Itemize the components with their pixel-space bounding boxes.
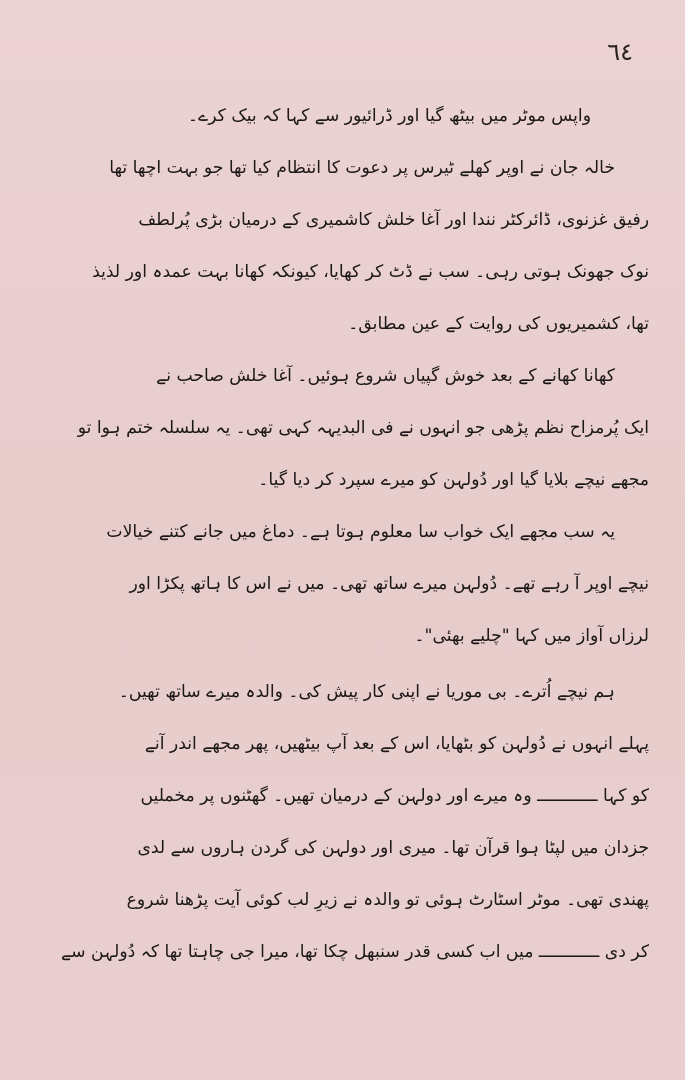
text-line: نیچے اوپر آ رہے تھے۔ دُولہن میرے ساتھ تھی۔ میں نے اس کا ہاتھ پکڑا اور [129, 574, 649, 594]
text-line: نوک جھونک ہوتی رہی۔ سب نے ڈٹ کر کھایا، کیونکہ کھانا بہت عمدہ اور لذیذ [92, 262, 649, 282]
text-line: ہم نیچے اُترے۔ بی موریا نے اپنی کار پیش کی۔ والدہ میرے ساتھ تھیں۔ [118, 682, 615, 702]
text-line: مجھے نیچے بلایا گیا اور دُولہن کو میرے سپرد کر دیا گیا۔ [258, 470, 649, 490]
text-line: ایک پُرمزاح نظم پڑھی جو انہوں نے فی البدیہہ کہی تھی۔ یہ سلسلہ ختم ہوا تو [77, 418, 649, 438]
text-line: لرزاں آواز میں کہا "چلیے بھئی"۔ [414, 626, 649, 646]
text-line: واپس موٹر میں بیٹھ گیا اور ڈرائیور سے کہا کہ بیک کرے۔ [188, 106, 591, 126]
text-line: رفیق غزنوی، ڈائرکٹر نندا اور آغا خلش کاشمیری کے درمیان بڑی پُرلطف [138, 210, 649, 230]
text-line: جزدان میں لپٹا ہوا قرآن تھا۔ میری اور دولہن کی گردن ہاروں سے لدی [137, 838, 649, 858]
page-number: ٦٤ [607, 38, 633, 66]
text-line: تھا، کشمیریوں کی روایت کے عین مطابق۔ [348, 314, 649, 334]
text-line: کھانا کھانے کے بعد خوش گپیاں شروع ہوئیں۔ آغا خلش صاحب نے [156, 366, 615, 386]
text-line: خالہ جان نے اوپر کھلے ٹیرس پر دعوت کا انتظام کیا تھا جو بہت اچھا تھا [109, 158, 615, 178]
text-line: پھندی تھی۔ موٹر اسٹارٹ ہوئی تو والدہ نے زیرِ لب کوئی آیت پڑھنا شروع [126, 890, 649, 910]
text-line: یہ سب مجھے ایک خواب سا معلوم ہوتا ہے۔ دماغ میں جانے کتنے خیالات [106, 522, 615, 542]
text-line: پہلے انہوں نے دُولہن کو بٹھایا، اس کے بعد آپ بیٹھیں، پھر مجھے اندر آنے [144, 734, 649, 754]
text-line: کو کہا ــــــــــــ وہ میرے اور دولہن کے درمیان تھیں۔ گھٹنوں پر مخملیں [140, 786, 649, 806]
text-line: کر دی ــــــــــــ میں اب کسی قدر سنبھل چکا تھا، میرا جی چاہتا تھا کہ دُولہن سے [61, 942, 649, 962]
page-body-text [30, 90, 649, 978]
